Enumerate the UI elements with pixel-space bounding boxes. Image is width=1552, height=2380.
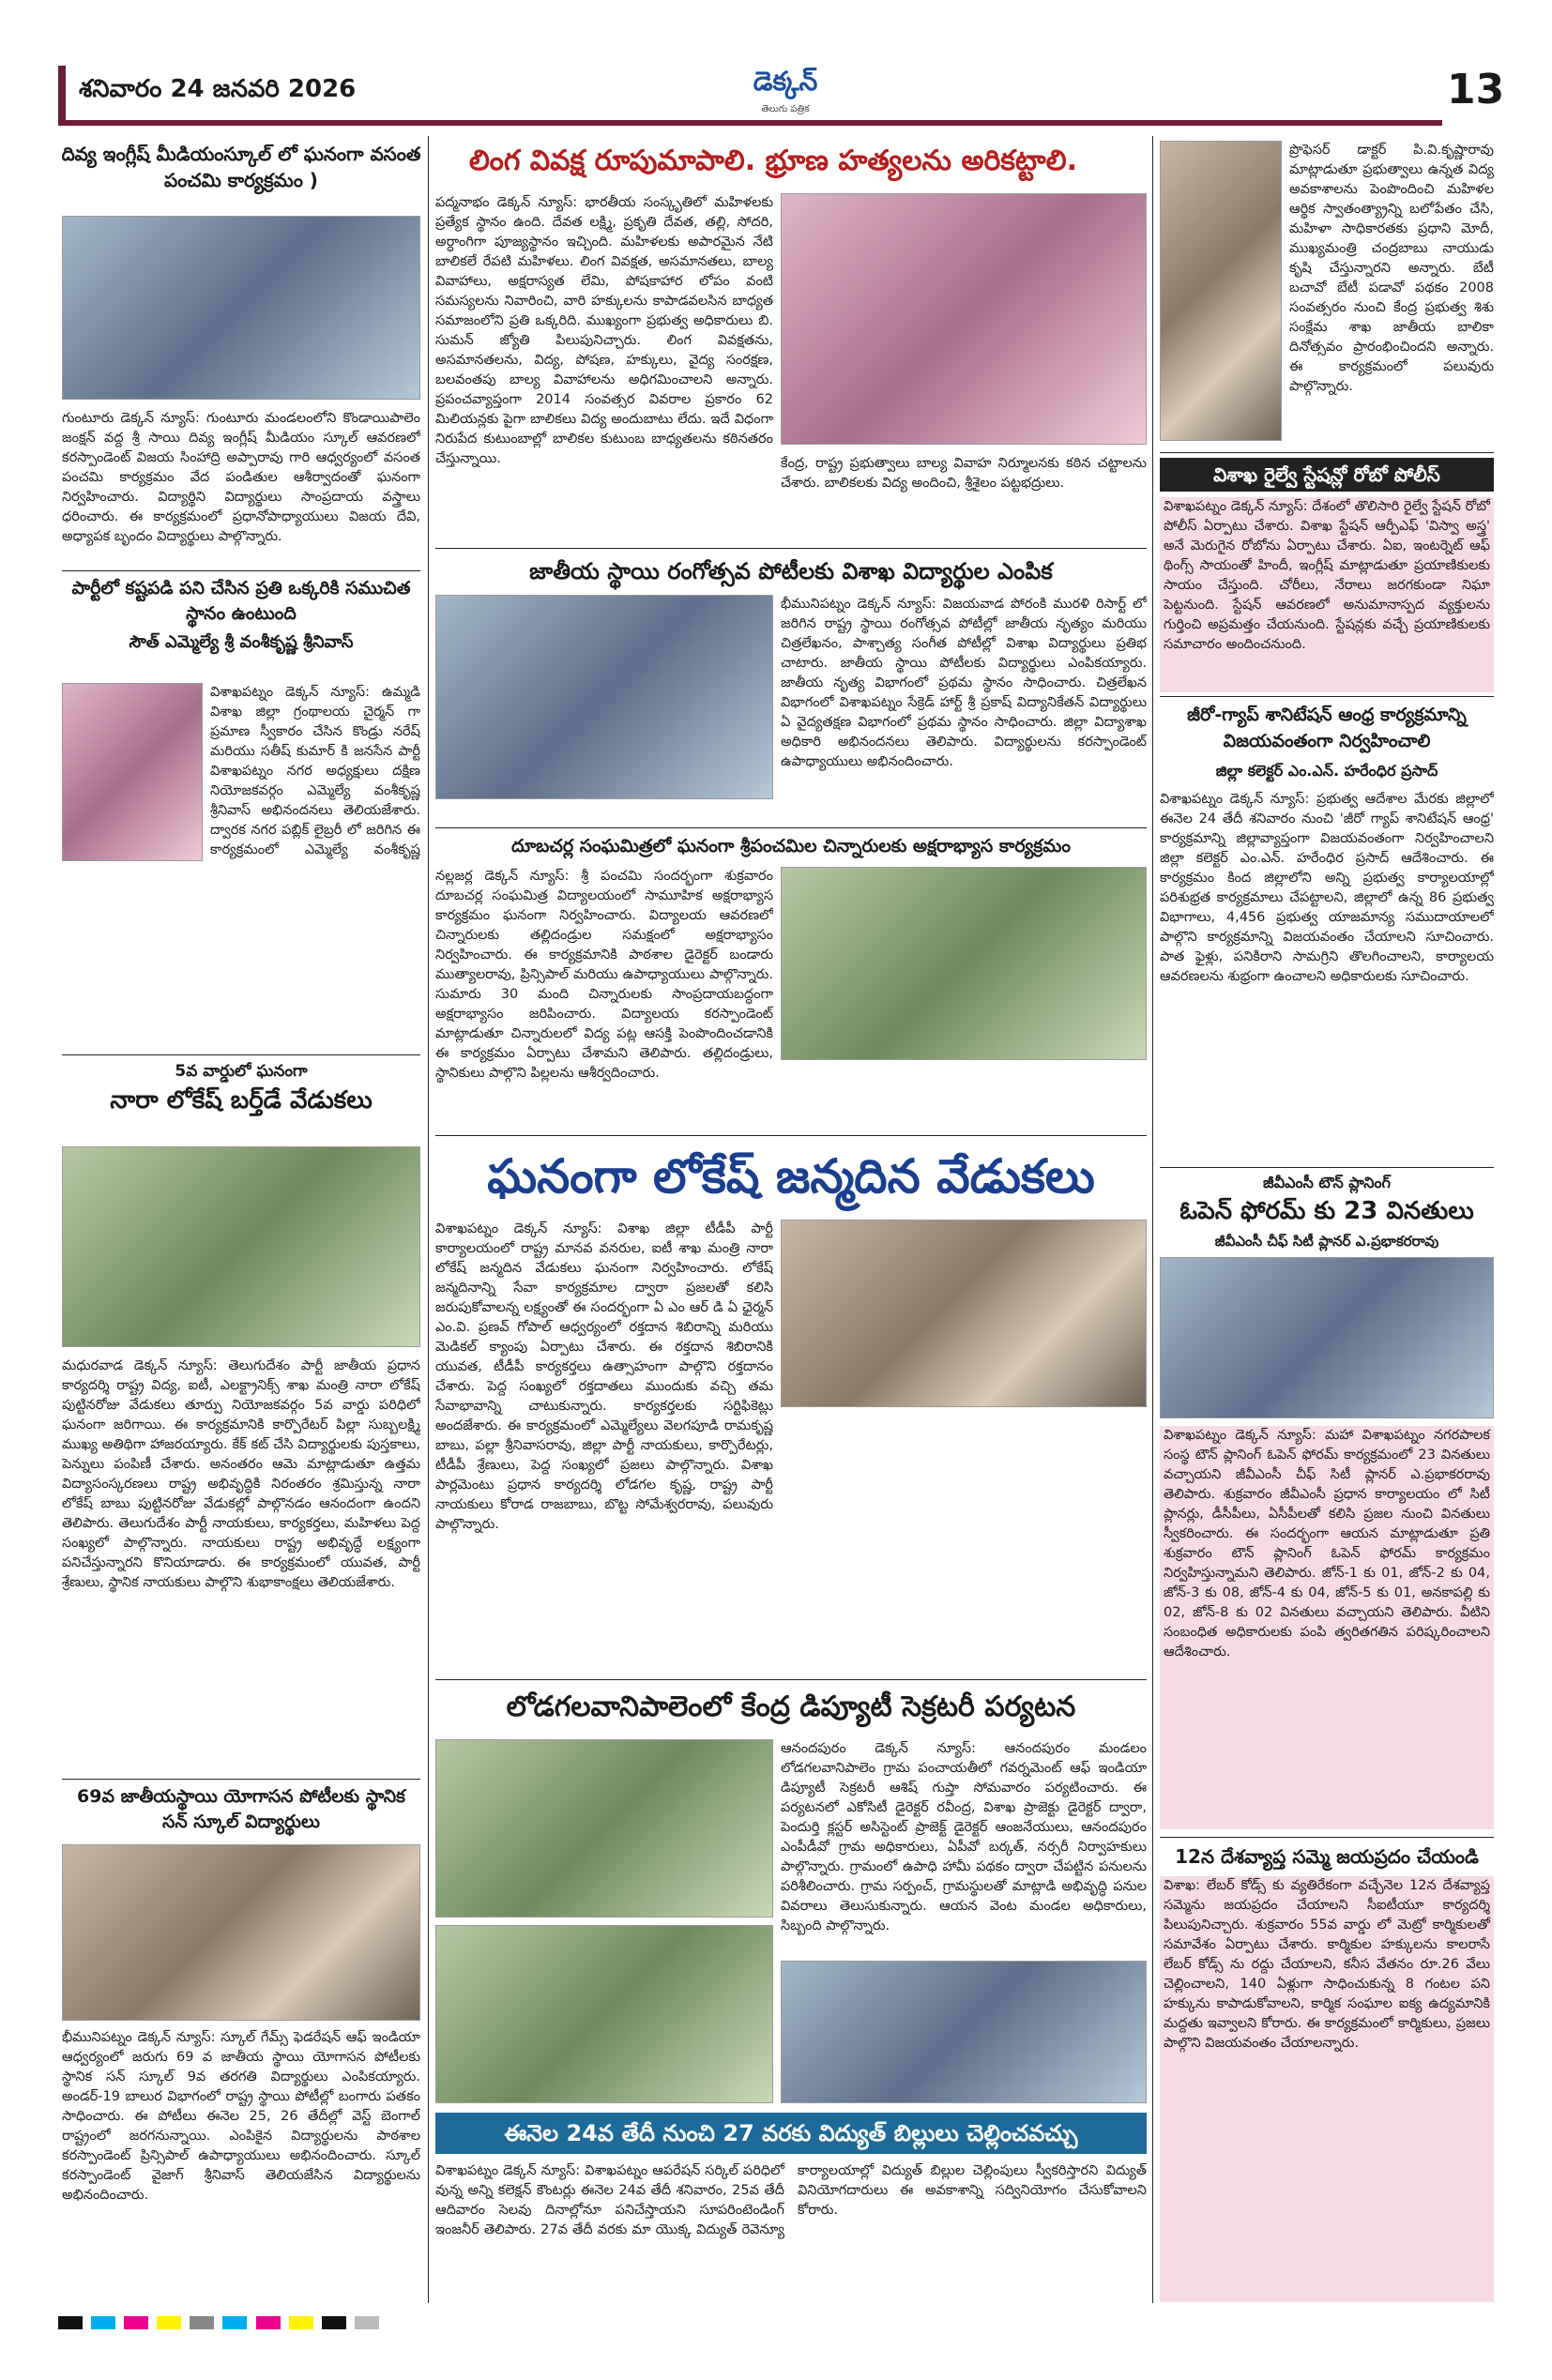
story-rangotsav-headline: జాతీయ స్థాయి రంగోత్సవ పోటీలకు విశాఖ విద్యార్థుల ఎంపిక [529, 558, 1053, 584]
logo-subtitle: తెలుగు పత్రిక [761, 104, 810, 114]
story-lokesh-birthday-headline: ఘనంగా లోకేష్ జన్మదిన వేడుకలు [487, 1149, 1095, 1204]
story-electricity-banner: ఈనెల 24వ తేదీ నుంచి 27 వరకు విద్యుత్ బిల్లులు చెల్లించవచ్చు [435, 2113, 1147, 2154]
photo-students-certificates [435, 595, 773, 799]
swatch [157, 2316, 181, 2329]
story-open-forum-body: విశాఖపట్నం డెక్కన్ న్యూస్: మహా విశాఖపట్నం నగరపాలక సంస్థ టౌన్ ప్లానింగ్ ఓపెన్ ఫోరమ్ కార్యక్రమంలో 23 వినతులు వచ్చాయని జీవీఎంసీ చీఫ్ సిటీ ప్లానర్ ఎ.ప్రభాకరరావు తెలిపారు. శుక్రవారం జీవీఎంసీ ప్రధాన కార్యాలయం లో సిటీ ప్లానర్లు, డీసీపీలు, ఏసీపీలతో కలిసి ప్రజల నుంచి వినతులు స్వీకరించారు. ఈ సందర్భంగా ఆయన మాట్లాడుతూ ప్రతి శుక్రవారం టౌన్ ప్లానింగ్ ఓపెన్ ఫోరమ్ కార్యక్రమం నిర్వహిస్తున్నామని తెలిపారు. జోన్-1 కు 01, జోన్-2 కు 04, జోన్-3 కు 08, జోన్-4 కు 04, జోన్-5 కు 01, అనకాపల్లి కు 02, జోన్-8 కు 02 వినతులు వచ్చాయని తెలిపారు. వీటిని సంబంధిత అధికారులకు పంపి త్వరితగతిన పరిష్కరించాలని ఆదేశించారు. [1160, 1426, 1494, 1829]
story-divya-school-body: గుంటూరు డెక్కన్ న్యూస్: గుంటూరు మండలంలోని కొండాయిపాలెం జంక్షన్ వద్ద శ్రీ సాయి దివ్య ఇంగ్లీష్ మీడియం స్కూల్ ఆవరణలో కరస్పాండెంట్ విజయ సింహాద్రి అప్పారావు గారి ఆధ్వర్యంలో వసంత పంచమి కార్యక్రమం వేద పండితుల ఆశీర్వాదంతో ఘనంగా నిర్వహించారు. విద్యార్థిని విద్యార్థులు సాంప్రదాయ వస్త్రాలు ధరించారు. ఈ కార్యక్రమంలో ప్రధానోపాధ్యాయులు విజయ దేవి, అధ్యాపక బృందం విద్యార్థులు పాల్గొన్నారు. [62, 411, 420, 544]
story-sanitation-body: విశాఖపట్నం డెక్కన్ న్యూస్: ప్రభుత్వ ఆదేశాల మేరకు జిల్లాలో ఈనెల 24 తేదీ శనివారం నుంచి 'జీరో గ్యాప్ శానిటేషన్ ఆంధ్ర' కార్యక్రమాన్ని జిల్లావ్యాప్తంగా విజయవంతంగా నిర్వహించాలని జిల్లా కలెక్టర్ ఎం.ఎన్. హరేంధిర ప్రసాద్ ఆదేశించారు. ఈ కార్యక్రమం కింద జిల్లాలోని అన్ని ప్రభుత్వ కార్యాలయాల్లో పరిశుభ్రత కార్యక్రమాలు చేపట్టాలని, జిల్లాలో ఉన్న 86 ప్రభుత్వ విభాగాలు, 4,456 ప్రభుత్వ యాజమాన్య సముదాయాలలో పాల్గొని కార్యక్రమాన్ని విజయవంతం చేయాలని సూచించారు. పాత ఫైళ్లు, పనికిరాని సామగ్రిని తొలగించాలని, కార్యాలయ ఆవరణలను శుభ్రంగా ఉంచాలని అధికారులకు సూచించారు. [1160, 792, 1494, 984]
story-janasena-subhead: సౌత్ ఎమ్మెల్యే శ్రీ వంశీకృష్ణ శ్రీనివాస్ [129, 632, 354, 652]
story-divya-school-headline: దివ్య ఇంగ్లీష్ మీడియంస్కూల్ లో ఘనంగా వసంత పంచమి కార్యక్రమం ) [61, 143, 421, 191]
story-gender-body-a: పద్మనాభం డెక్కన్ న్యూస్: భారతీయ సంస్కృతిలో మహిళలకు ప్రత్యేక స్థానం ఉంది. దేవత లక్ష్మి, ప్రకృతి దేవత, తల్లి, సోదరి, అర్ధాంగిగా పూజ్యస్థానం ఇచ్చింది. మహిళలకు అపారమైన నేటి బాలికలే రేపటి మహిళలు. లింగ వివక్షత, అసమానతలు, బాల్య వివాహాలు, అక్షరాస్యత లేమి, పోషకాహార లోపం వంటి సమస్యలను నివారించి, వారి హక్కులను కాపాడవలసిన బాధ్యత సమాజంలోని ప్రతి ఒక్కరిది. ముఖ్యంగా ప్రభుత్వ అధికారులు బి. సుమన్ జ్యోతి పిలుపునిచ్చారు. లింగ వివక్షతను, అసమానతలను, విద్య, పోషణ, హక్కులు, వైద్య సంరక్షణ, బలవంతపు బాల్య వివాహాలను అధిగమించాలని అన్నారు. ప్రపంచవ్యాప్తంగా 2014 సంవత్సర వివరాల ప్రకారం 62 మిలియన్లకు పైగా బాలికలు విద్య అందుబాటు లేదు. ఇదే విధంగా నిరుపేద కుటుంబాల్లో బాలికల కుటుంబ బాధ్యతలను కఠినతరం చేస్తున్నాయి. [435, 195, 773, 466]
issue-date: శనివారం 24 జనవరి 2026 [79, 75, 357, 103]
swatch [124, 2316, 148, 2329]
story-aksharabhyasam-body: నల్లజర్ల డెక్కన్ న్యూస్: శ్రీ పంచమి సందర్భంగా శుక్రవారం దూబచర్ల సంఘమిత్ర విద్యాలయంలో సామూహిక అక్షరాభ్యాస కార్యక్రమం ఘనంగా నిర్వహించారు. విద్యాలయ ఆవరణలో చిన్నారులకు తల్లిదండ్రుల సమక్షంలో అక్షరాభ్యాసం నిర్వహించారు. ఈ కార్యక్రమానికి పాఠశాల డైరెక్టర్ బండారు ముత్యాలరావు, ప్రిన్సిపాల్ మరియు ఉపాధ్యాయులు పాల్గొన్నారు. సుమారు 30 మంది చిన్నారులకు సాంప్రదాయబద్ధంగా అక్షరాభ్యాసం జరిపించారు. విద్యాలయ కరస్పాండెంట్ మాట్లాడుతూ చిన్నారులలో విద్య పట్ల ఆసక్తి పెంపొందించడానికి ఈ కార్యక్రమం ఏర్పాటు చేశామని తెలిపారు. తల్లిదండ్రులు, స్థానికులు పాల్గొని పిల్లలను ఆశీర్వదించారు. [435, 869, 773, 1081]
photo-mla-speaking [62, 683, 203, 861]
story-gender-body-b: కేంద్ర, రాష్ట్ర ప్రభుత్వాలు బాల్య వివాహ నిర్మూలనకు కఠిన చట్టాలను చేశారు. బాలికలకు విద్య అందించి, శ్రీశైలం పట్టభద్రులు. [781, 456, 1147, 491]
photo-girls-celebration [781, 193, 1147, 445]
divider [62, 570, 420, 571]
divider [62, 1779, 420, 1780]
story-lokesh-birthday-body: విశాఖపట్నం డెక్కన్ న్యూస్: విశాఖ జిల్లా టీడీపీ పార్టీ కార్యాలయంలో రాష్ట్ర మానవ వనరుల, ఐటీ శాఖ మంత్రి నారా లోకేష్ జన్మదిన వేడుకలు ఘనంగా నిర్వహించారు. లోకేష్ జన్మదినాన్ని సేవా కార్యక్రమాల ద్వారా ప్రజలతో కలిసి జరుపుకోవాలన్న లక్ష్యంతో ఈ సందర్భంగా ఏ ఎం ఆర్ డి ఏ ఛైర్మన్ ఎం.వి. ప్రణవ్ గోపాల్ ఆధ్వర్యంలో రక్తదాన శిబిరాన్ని మరియు మెడికల్ క్యాంపు ఏర్పాటు చేశారు. ఈ రక్తదాన శిబిరానికి యువత, టీడీపీ కార్యకర్తలు ఉత్సాహంగా పాల్గొని రక్తదానం చేశారు. పెద్ద సంఖ్యలో రక్తదాతలు ముందుకు వచ్చి తమ సేవాభావాన్ని చాటుకున్నారు. కార్యకర్తలకు సర్టిఫికెట్లు అందజేశారు. ఈ కార్యక్రమంలో ఎమ్మెల్యేలు వెలగపూడి రామకృష్ణ బాబు, పల్లా శ్రీనివాసరావు, జిల్లా పార్టీ నాయకులు, కార్పొరేటర్లు, టీడీపీ శ్రేణులు, పెద్ద సంఖ్యలో ప్రజలు పాల్గొన్నారు. విశాఖ పార్లమెంటు ప్రధాన కార్యదర్శి లోడగల కృష్ణ, రాష్ట్ర పార్టీ నాయకులు కోరాడ రాజబాబు, బొట్ట సోమేశ్వరరావు, పలువురు పాల్గొన్నారు. [435, 1221, 773, 1532]
story-lokesh-birthday-body-b [781, 1415, 1147, 1644]
story-gender-headline: లింగ వివక్ష రూపుమాపాలి. భ్రూణ హత్యలను అరికట్టాలి. [468, 144, 1078, 177]
photo-nursery-site [435, 1925, 773, 2103]
story-janasena-headline: పార్టీలో కష్టపడి పని చేసిన ప్రతి ఒక్కరికి సముచిత స్థానం ఉంటుంది [71, 578, 411, 624]
masthead [58, 66, 1503, 126]
divider [435, 1679, 1147, 1680]
photo-children-aksharabhyasam [781, 867, 1147, 1060]
photo-ward-celebration [62, 1146, 420, 1347]
divider [435, 827, 1147, 828]
divider [62, 1054, 420, 1055]
divider [435, 1135, 1147, 1136]
swatch [58, 2316, 83, 2329]
masthead-accent [58, 66, 66, 126]
swatch [190, 2316, 214, 2329]
story-yoga-headline: 69వ జాతీయస్థాయి యోగాసన పోటీలకు స్థానిక సన్ స్కూల్ విద్యార్థులు [77, 1786, 405, 1832]
story-open-forum-subhead: జీవీఎంసీ చీఫ్ సిటీ ప్లానర్ ఎ.ప్రభాకరరావు [1214, 1233, 1439, 1250]
story-aksharabhyasam-headline: దూబచర్ల సంఘమిత్రలో ఘనంగా శ్రీపంచమిల చిన్నారులకు అక్షరాభ్యాస కార్యక్రమం [511, 836, 1071, 856]
divider [1160, 452, 1494, 453]
story-strike-body: విశాఖ: లేబర్ కోడ్స్ కు వ్యతిరేకంగా వచ్చేనెల 12న దేశవ్యాప్త సమ్మెను జయప్రదం చేయాలని సీఐటీయూ కార్యదర్శి పిలుపునిచ్చారు. శుక్రవారం 55వ వార్డు లో మెట్రో కార్మికులతో సమావేశం ఏర్పాటు చేశారు. కార్మికుల హక్కులను కాలరాసే లేబర్ కోడ్స్ ను రద్దు చేయాలని, కనీస వేతనం రూ.26 వేలు చెల్లించాలని, 140 ఏళ్లుగా సాధించుకున్న 8 గంటల పని హక్కును కాపాడుకోవాలని, కార్మిక సంఘాల ఐక్య ఉద్యమానికి మద్దతు ఇవ్వాలని కోరారు. ఈ కార్యక్రమంలో కార్మికులు, ప్రజలు పాల్గొని విజయవంతం చేయాలన్నారు. [1160, 1876, 1494, 2302]
story-robo-police-headline: విశాఖ రైల్వే స్టేషన్లో రోబో పోలీస్ [1160, 458, 1494, 492]
swatch [289, 2316, 313, 2329]
story-sanitation-subhead: జిల్లా కలెక్టర్ ఎం.ఎన్. హరేంధిర ప్రసాద్ [1215, 762, 1438, 780]
story-strike-headline: 12న దేశవ్యాప్త సమ్మె జయప్రదం చేయండి [1175, 1845, 1479, 1868]
swatch [91, 2316, 115, 2329]
swatch [355, 2316, 379, 2329]
story-gender-body-c: ప్రొఫెసర్ డాక్టర్ పి.వి.కృష్ణారావు మాట్లాడుతూ ప్రభుత్వాలు ఉన్నత విద్య అవకాశాలను పెంపొందించి మహిళల ఆర్థిక స్వాతంత్య్రాన్ని బలోపేతం చేసి, మహిళా సాధికారతకు ప్రధాని మోదీ, ముఖ్యమంత్రి చంద్రబాబు నాయుడు కృషి చేస్తున్నారని అన్నారు. బేటీ బచావో బేటీ పడావో పథకం 2008 సంవత్సరం నుంచి కేంద్ర ప్రభుత్వ శిశు సంక్షేమ శాఖ జాతీయ బాలికా దినోత్సవం ప్రారంభించిందని అన్నారు. ఈ కార్యక్రమంలో పలువురు పాల్గొన్నారు. [1289, 143, 1494, 394]
masthead-rule [58, 120, 1442, 126]
swatch [322, 2316, 346, 2329]
newspaper-logo [715, 66, 856, 118]
story-lokesh-ward-kicker: 5వ వార్డులో ఘనంగా [175, 1062, 308, 1081]
print-registration-strip [58, 2315, 1503, 2338]
photo-yoga-students [62, 1844, 420, 2021]
story-open-forum-headline: ఓపెన్ ఫోరమ్ కు 23 వినతులు [1179, 1197, 1474, 1225]
photo-professor-portrait [1160, 141, 1282, 441]
photo-school-event [62, 216, 420, 400]
photo-village-inspection [781, 1961, 1147, 2103]
divider [435, 548, 1147, 549]
story-lokesh-ward-body: మధురవాడ డెక్కన్ న్యూస్: తెలుగుదేశం పార్టీ జాతీయ ప్రధాన కార్యదర్శి రాష్ట్ర విద్య, ఐటీ, ఎలక్ట్రానిక్స్ శాఖ మంత్రి నారా లోకేష్ పుట్టినరోజు వేడుకలు తూర్పు నియోజకవర్గం 5వ వార్డు పరిధిలో ఘనంగా జరిగాయి. ఈ కార్యక్రమానికి కార్పొరేటర్ పిల్లా సుబ్బలక్ష్మి ముఖ్య అతిథిగా హాజరయ్యారు. కేక్ కట్ చేసి విద్యార్థులకు పుస్తకాలు, పెన్నులు పంపిణీ చేశారు. అనంతరం ఆమె మాట్లాడుతూ ఉత్తమ విద్యాసంస్కరణలు రాష్ట్ర అభివృద్ధికి నిరంతరం శ్రమిస్తున్న నారా లోకేష్ బాబు పుట్టినరోజు వేడుకల్లో పాల్గొనడం ఆనందంగా ఉందని తెలిపారు. తెలుగుదేశం పార్టీ నాయకులు, కార్యకర్తలు, మహిళలు పెద్ద సంఖ్యలో పాల్గొన్నారు. నాయకులు రాష్ట్ర అభివృద్ధే లక్ష్యంగా పనిచేస్తున్నారని కొనియాడారు. ఈ కార్యక్రమంలో యువత, పార్టీ శ్రేణులు, స్థానిక నాయకులు పాల్గొని శుభాకాంక్షలు తెలియజేశారు. [62, 1358, 420, 1590]
story-lokesh-ward-headline: నారా లోకేష్ బర్త్‌డే వేడుకలు [110, 1086, 373, 1114]
column-divider [1152, 136, 1153, 2303]
story-sanitation-headline: జీరో-గ్యాప్ శానిటేషన్ ఆంధ్ర కార్యక్రమాన్ని విజయవంతంగా నిర్వహించాలి [1187, 705, 1467, 751]
divider [1160, 1167, 1494, 1168]
story-deputy-secretary-body: ఆనందపురం డెక్కన్ న్యూస్: ఆనందపురం మండలం లోడగలవానిపాలెం గ్రామ పంచాయతీలో గవర్నమెంట్ ఆఫ్ ఇండియా డిప్యూటీ సెక్రటరీ ఆశిష్ గుప్తా సోమవారం పర్యటించారు. ఈ పర్యటనలో ఎకోసిటీ డైరెక్టర్ రవీంద్ర, విశాఖ ప్రాజెక్టు డైరెక్టర్ ద్వారా, పెందుర్తి క్లస్టర్ అసిస్టెంట్ ప్రాజెక్ట్ డైరెక్టర్ ఆంజనేయులు, ఆనందపురం ఎంపీడీవో గ్రామ అధికారులు, ఏపీవో బర్కత్, నర్సరీ నిర్వాహకులు పాల్గొన్నారు. గ్రామంలో ఉపాధి హామీ పథకం ద్వారా చేపట్టిన పనులను పరిశీలించారు. గ్రామ సర్పంచ్, గ్రామస్థులతో మాట్లాడి అభివృద్ధి పనుల వివరాలు తెలుసుకున్నారు. ఆయన వెంట మండల అధికారులు, సిబ్బంది పాల్గొన్నారు. [781, 1741, 1147, 1933]
story-robo-police-body: విశాఖపట్నం డెక్కన్ న్యూస్: దేశంలో తొలిసారి రైల్వే స్టేషన్ రోబో పోలీస్ ఏర్పాటు చేశారు. విశాఖ స్టేషన్ ఆర్పీఎఫ్ 'విస్వా అస్త్ర' అనే మెరుగైన రోబోను ఏర్పాటు చేశారు. ఏఐ, ఇంటర్నెట్ ఆఫ్ థింగ్స్ సాయంతో హిందీ, ఇంగ్లీష్ మాట్లాడుతూ ప్రయాణికులకు సాయం చేస్తుంది. చోరీలు, నేరాలు జరగకుండా నిఘా పెట్టనుంది. స్టేషన్ ఆవరణలో అనుమానాస్పద వ్యక్తులను గుర్తించి అప్రమత్తం చేయనుంది. స్టేషన్లకు వచ్చే ప్రయాణికులకు సమాచారం అందించనుంది. [1160, 497, 1494, 692]
story-deputy-secretary-headline: లోడగలవానిపాలెంలో కేంద్ర డిప్యూటీ సెక్రటరీ పర్యటన [506, 1690, 1076, 1723]
column-divider [428, 136, 429, 2303]
story-rangotsav-body-a: భీమునిపట్నం డెక్కన్ న్యూస్: విజయవాడ పోరంకి మురళి రిసార్ట్ లో జరిగిన రాష్ట్ర స్థాయి రంగోత్సవ పోటీల్లో జాతీయ నృత్యం మరియు చిత్రలేఖనం, పాశ్చాత్య సంగీత పోటీల్లో విశాఖ విద్యార్థులు ప్రతిభ చాటారు. జాతీయ స్థాయి పోటీలకు విద్యార్థులు ఎంపికయ్యారు. జాతీయ నృత్య విభాగంలో ప్రథమ స్థానం సాధించారు. చిత్రలేఖన విభాగంలో విశాఖపట్నం సేక్రెడ్ హార్ట్ శ్రీ ప్రకాష్ విద్యానికేతన్ విద్యార్థులు ఏ వైద్యతక్షణ విభాగంలో ప్రథమ స్థానం సాధించారు. జిల్లా విద్యాశాఖ అధికారి అభినందనలు తెలిపారు. విద్యార్థులను కరస్పాండెంట్ ఉపాధ్యాయులు అభినందించారు. [781, 597, 1147, 769]
photo-open-forum [1160, 1257, 1494, 1418]
swatch [256, 2316, 281, 2329]
story-janasena-body-a: విశాఖపట్నం డెక్కన్ న్యూస్: ఉమ్మడి విశాఖ జిల్లా గ్రంథాలయ చైర్మన్ గా ప్రమాణ స్వీకారం చేసిన కొండ్రు నరేష్ మరియు సతీష్ కుమార్ కి జనసేన పార్టీ విశాఖపట్నం నగర అధ్యక్షులు దక్షిణ నియోజకవర్గం ఎమ్మెల్యే వంశీకృష్ణ శ్రీనివాస్ అభినందనలు తెలియజేశారు. ద్వారక నగర పబ్లిక్ లైబ్రరీ లో జరిగిన ఈ కార్యక్రమంలో ఎమ్మెల్యే వంశీకృష్ణ [210, 685, 420, 857]
swatch [222, 2316, 247, 2329]
story-open-forum-kicker: జీవీఎంసీ టౌన్ ప్లానింగ్ [1263, 1174, 1391, 1191]
photo-blood-donation-camp [781, 1220, 1147, 1407]
page-number: 13 [1447, 66, 1505, 114]
story-janasena-body-b [62, 867, 420, 1036]
divider [1160, 1837, 1494, 1838]
story-yoga-body: భీమునిపట్నం డెక్కన్ న్యూస్: స్కూల్ గేమ్స్ ఫెడరేషన్ ఆఫ్ ఇండియా ఆధ్వర్యంలో జరుగు 69 వ జాతీయ స్థాయి యోగాసన పోటీలకు స్థానిక సన్ స్కూల్ 9వ తరగతి విద్యార్థులు ఎంపికయ్యారు. అండర్-19 బాలుర విభాగంలో రాష్ట్ర స్థాయి పోటీల్లో బంగారు పతకం సాధించారు. ఈ పోటీలు ఈనెల 25, 26 తేదీల్లో వెస్ట్ బెంగాల్ రాష్ట్రంలో జరగనున్నాయి. ఎంపికైన విద్యార్థులను పాఠశాల కరస్పాండెంట్ ప్రిన్సిపాల్ ఉపాధ్యాయులు అభినందించారు. స్కూల్ కరస్పాండెంట్ వైజాగ్ శ్రీనివాస్ తెలియజేసిన విద్యార్థులను అభినందించారు. [62, 2030, 420, 2203]
photo-official-visit-group [435, 1739, 773, 1918]
story-electricity-body: విశాఖపట్నం డెక్కన్ న్యూస్: విశాఖపట్నం ఆపరేషన్ సర్కిల్ పరిధిలో వున్న అన్ని కలెక్షన్ కౌంటర్లు ఈనెల 24వ తేదీ శనివారం, 25వ తేదీ ఆదివారం సెలవు దినాల్లోనూ పనిచేస్తాయని సూపరింటెండింగ్ ఇంజనీర్ తెలిపారు. 27వ తేదీ వరకు మా యొక్క విద్యుత్ రెవెన్యూ కార్యాలయాల్లో విద్యుత్ బిల్లుల చెల్లింపులు స్వీకరిస్తారని విద్యుత్ వినియోగదారులు ఈ అవకాశాన్ని సద్వినియోగం చేసుకోవాలని కోరారు. [435, 2163, 1147, 2237]
divider [1160, 696, 1494, 697]
logo-title: డెక్కన్ [753, 66, 818, 97]
